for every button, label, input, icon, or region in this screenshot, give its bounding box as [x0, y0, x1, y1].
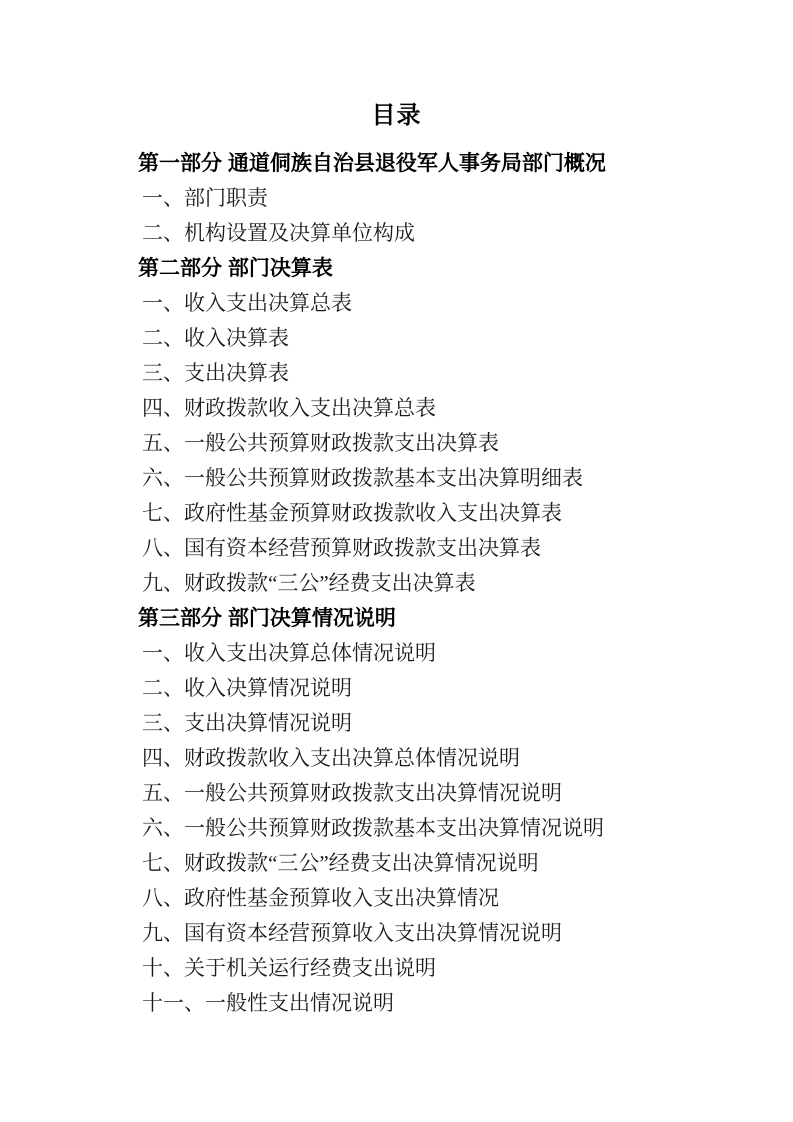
- toc-item: [0, 389, 793, 424]
- toc-item-text: 四、财政拨款收入支出决算总表: [142, 395, 436, 420]
- toc-item-text: 五、一般公共预算财政拨款支出决算表: [142, 430, 499, 455]
- toc-item: [0, 564, 793, 599]
- toc-item-text: 一、收入支出决算总表: [142, 290, 352, 315]
- toc-item: [0, 844, 793, 879]
- toc-item: [0, 704, 793, 739]
- toc-item: [0, 424, 793, 459]
- section-heading-part2: [0, 249, 793, 284]
- toc-item: [0, 459, 793, 494]
- toc-item-text: 九、财政拨款“三公”经费支出决算表: [142, 570, 476, 595]
- page-title: 目录: [371, 102, 422, 129]
- toc-item-text: 二、收入决算表: [142, 325, 289, 350]
- toc-item-text: 七、政府性基金预算财政拨款收入支出决算表: [142, 500, 562, 525]
- toc-item-text: 五、一般公共预算财政拨款支出决算情况说明: [142, 780, 562, 805]
- toc-item-text: 二、收入决算情况说明: [142, 675, 352, 700]
- table-of-contents: [0, 144, 793, 1019]
- toc-item-text: 六、一般公共预算财政拨款基本支出决算情况说明: [142, 815, 604, 840]
- toc-item-text: 八、政府性基金预算收入支出决算情况: [142, 885, 499, 910]
- toc-item: [0, 354, 793, 389]
- toc-item-text: 十一、一般性支出情况说明: [142, 990, 394, 1015]
- toc-item-text: 九、国有资本经营预算收入支出决算情况说明: [142, 920, 562, 945]
- toc-item: [0, 179, 793, 214]
- section-heading-text: 第三部分 部门决算情况说明: [138, 606, 396, 630]
- toc-item-text: 四、财政拨款收入支出决算总体情况说明: [142, 745, 520, 770]
- toc-item: [0, 284, 793, 319]
- toc-item: [0, 669, 793, 704]
- toc-item-text: 十、关于机关运行经费支出说明: [142, 955, 436, 980]
- toc-item: [0, 529, 793, 564]
- toc-item: [0, 914, 793, 949]
- toc-item-text: 三、支出决算表: [142, 360, 289, 385]
- toc-item: [0, 214, 793, 249]
- toc-item-text: 六、一般公共预算财政拨款基本支出决算明细表: [142, 465, 583, 490]
- toc-item: [0, 984, 793, 1019]
- toc-item-text: 一、部门职责: [142, 185, 268, 210]
- section-heading-part1: [0, 144, 793, 179]
- section-heading-text: 第一部分 通道侗族自治县退役军人事务局部门概况: [138, 151, 606, 175]
- toc-item: [0, 319, 793, 354]
- toc-item: [0, 949, 793, 984]
- toc-item-text: 八、国有资本经营预算财政拨款支出决算表: [142, 535, 541, 560]
- toc-item: [0, 879, 793, 914]
- toc-item: [0, 809, 793, 844]
- section-heading-part3: [0, 599, 793, 634]
- section-heading-text: 第二部分 部门决算表: [138, 256, 333, 280]
- toc-item: [0, 739, 793, 774]
- toc-item-text: 二、机构设置及决算单位构成: [142, 220, 415, 245]
- toc-item: [0, 634, 793, 669]
- toc-item: [0, 494, 793, 529]
- toc-item: [0, 774, 793, 809]
- toc-item-text: 三、支出决算情况说明: [142, 710, 352, 735]
- toc-item-text: 七、财政拨款“三公”经费支出决算情况说明: [142, 850, 539, 875]
- toc-item-text: 一、收入支出决算总体情况说明: [142, 640, 436, 665]
